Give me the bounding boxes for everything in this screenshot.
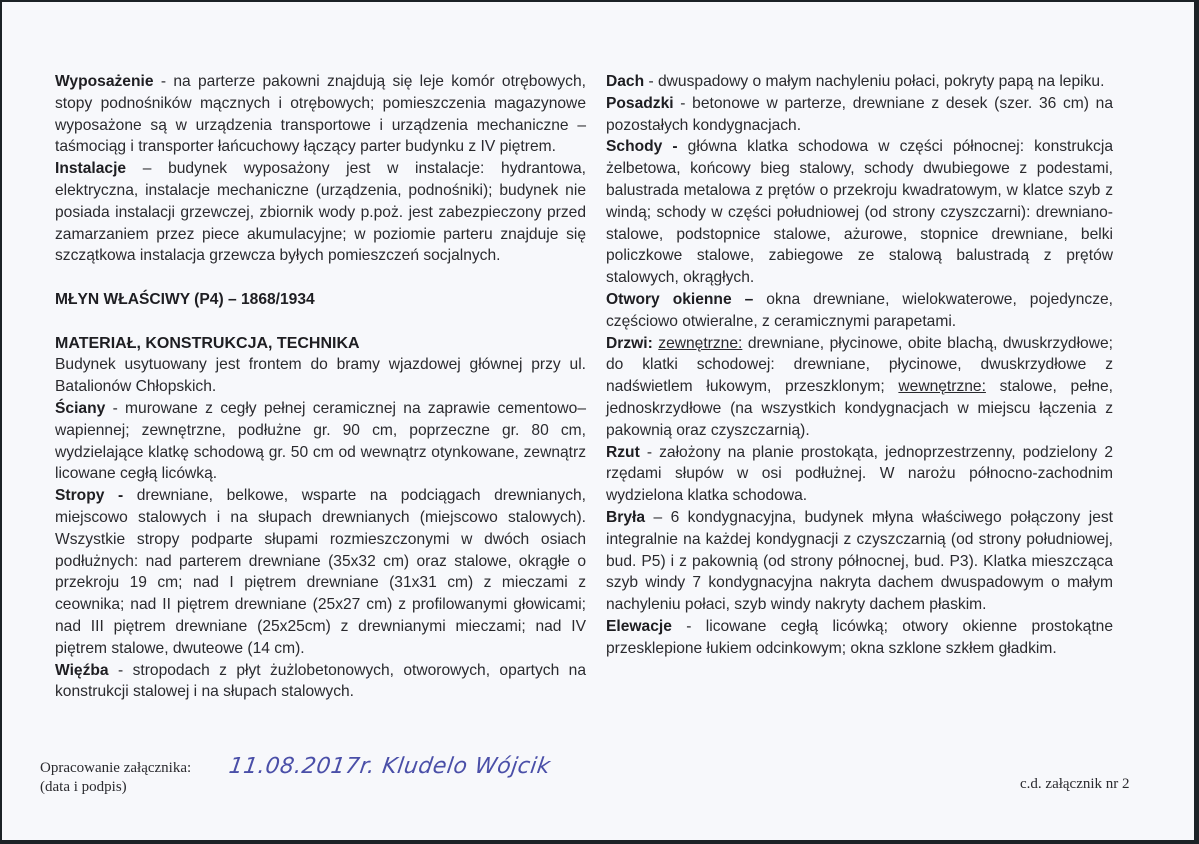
building-heading: MŁYN WŁAŚCIWY (P4) – 1868/1934 [55,290,315,308]
term-schody: Schody - [606,138,678,156]
paragraph-schody [606,136,1113,289]
text-stropy: drewniane, belkowe, wsparte na podciągach drewnianych, miejscowo stalowych i na słupach drewnianych (miejscowo stalowych). Wszystkie stropy podparte słupami rozmieszczonymi w dwóch osiach podłużnych: nad parterem drewniane (35x32 cm) oraz stalowe, okrągłe o przekroju 19 cm; nad I piętrem drewniane (31x31 cm) z mieczami z ceownika; nad II piętrem drewniane (25x27 cm) z profilowanymi głowicami; nad III piętrem drewniane (25x25cm) z drewnianymi mieczami; nad IV piętrem stalowe, dwuteowe (14 cm). [55,487,586,657]
term-elewacje: Elewacje [606,617,672,635]
document-page [2,2,1194,840]
paragraph-sciany [55,398,586,485]
prepared-by-line-1: Opracowanie załącznika: [40,760,192,776]
text-otwory: okna drewniane, wielokwaterowe, pojedyncze, częściowo otwieralne, z ceramicznymi parapetami. [606,290,1114,330]
text-rzut: - założony na planie prostokąta, jednoprzestrzenny, podzielony 2 rzędami słupów w osi podłużnej. W narożu północno-zachodnim wydzielona klatka schodowa. [606,443,1113,505]
text-drzwi-1: drewniane, płycinowe, obite blachą, dwuskrzydłowe; do klatki schodowej: drewniane, płycinowe, dwuskrzydłowe z nadświetlem łukowym, przeszklonym; [606,334,1113,396]
paragraph-wiezba [55,660,586,704]
term-sciany: Ściany [55,399,106,417]
paragraph-elewacje [606,616,1113,660]
text-sciany: - murowane z cegły pełnej ceramicznej na zaprawie cementowo–wapiennej; zewnętrzne, podłużne gr. 90 cm, poprzeczne gr. 80 cm, wydzielające klatkę schodową gr. 50 cm od wewnątrz otynkowane, zewnątrz licowane cegłą licówką. [55,399,586,483]
term-bryla: Bryła [606,508,646,526]
term-drzwi: Drzwi: [606,334,653,352]
right-column [606,71,1113,660]
paragraph-dach [606,71,1113,93]
term-dach: Dach [606,73,645,90]
handwritten-signature: 11.08.2017r. Kludelo Wójcik [227,754,553,779]
text-drzwi-2: stalowe, pełne, jednoskrzydłowe (na wszystkich kondygnacjach w miejscu łączenia z pakownią oraz czyszczarnią). [606,378,1114,439]
paragraph-bryla [606,507,1113,616]
term-posadzki: Posadzki [606,94,674,112]
paragraph-instalacje [55,158,586,267]
subterm-zewnetrzne: zewnętrzne: [658,334,743,352]
text-bryla: – 6 kondygnacyjna, budynek młyna właściwego połączony jest integralnie na każdej kondygnacji z czyszczarnią (od strony południowej, bud. P5) i z pakownią (od strony północnej, bud. P3). Klatka mieszcząca szyb windy 7 kondygnacyjna nakryta dachem dwuspadowym o małym nachyleniu połaci, szyb windy nakryty dachem płaskim. [606,508,1113,614]
paragraph-rzut [606,442,1113,507]
paragraph-drzwi [606,333,1113,442]
text-posadzki: - betonowe w parterze, drewniane z desek (szer. 36 cm) na pozostałych kondygnacjach. [606,94,1113,134]
text-wiezba: - stropodach z płyt żużlobetonowych, otworowych, opartych na konstrukcji stalowej i na słupach stalowych. [55,661,586,701]
text-dach: - dwuspadowy o małym nachyleniu połaci, pokryty papą na lepiku. [644,73,1105,90]
term-wyposazenie: Wyposażenie [55,73,154,90]
paragraph-intro: Budynek usytuowany jest frontem do bramy wjazdowej głównej przy ul. Batalionów Chłopskich. [55,356,586,396]
term-rzut: Rzut [606,443,640,461]
text-schody: główna klatka schodowa w części północnej: konstrukcja żelbetowa, końcowy bieg stalowy, schody dwubiegowe z podestami, balustrada metalowa z prętów o przekroju kwadratowym, w klatce szyb z windą; schody w części południowej (od strony czyszczarni): drewniano-stalowe, podstopnice stalowe, ażurowe, stopnice drewniane, belki policzkowe stalowe, zabiegowe ze stalową balustradą z prętów stalowych, okrągłych. [606,138,1113,287]
text-wyposazenie: - na parterze pakowni znajdują się leje komór otrębowych, stopy podnośników mącznych i otrębowych; pomieszczenia magazynowe wyposażone są w urządzenia transportowe i urządzenia mechaniczne – taśmociąg i transporter łańcuchowy łączący parter budynku z IV piętrem. [55,73,586,156]
term-wiezba: Więźba [55,661,109,679]
paragraph-posadzki [606,93,1113,137]
term-instalacje: Instalacje [55,160,127,178]
prepared-by-line-2: (data i podpis) [40,779,127,795]
subterm-wewnetrzne: wewnętrzne: [898,378,986,396]
text-elewacje: - licowane cegłą licówką; otwory okienne prostokątne przesklepione łukiem odcinkowym; okna szklone szkłem gładkim. [606,617,1113,657]
paragraph-stropy [55,485,586,659]
text-instalacje: – budynek wyposażony jest w instalacje: hydrantowa, elektryczna, instalacje mechaniczne (urządzenia, podnośniki); budynek nie posiada instalacji grzewczej, zbiornik wody p.poż. jest zabezpieczony przed zamarzaniem przez piece akumulacyjne; w poziomie parteru znajduje się szczątkowa instalacja grzewcza byłych pomieszczeń socjalnych. [55,160,586,265]
paragraph-wyposazenie [55,71,586,158]
term-stropy: Stropy - [55,487,124,505]
paragraph-otwory [606,289,1113,333]
section-heading: MATERIAŁ, KONSTRUKCJA, TECHNIKA [55,334,360,352]
left-column [55,71,586,703]
prepared-by-label [40,759,191,797]
term-otwory: Otwory okienne – [606,290,754,308]
attachment-note: c.d. załącznik nr 2 [1020,776,1130,792]
